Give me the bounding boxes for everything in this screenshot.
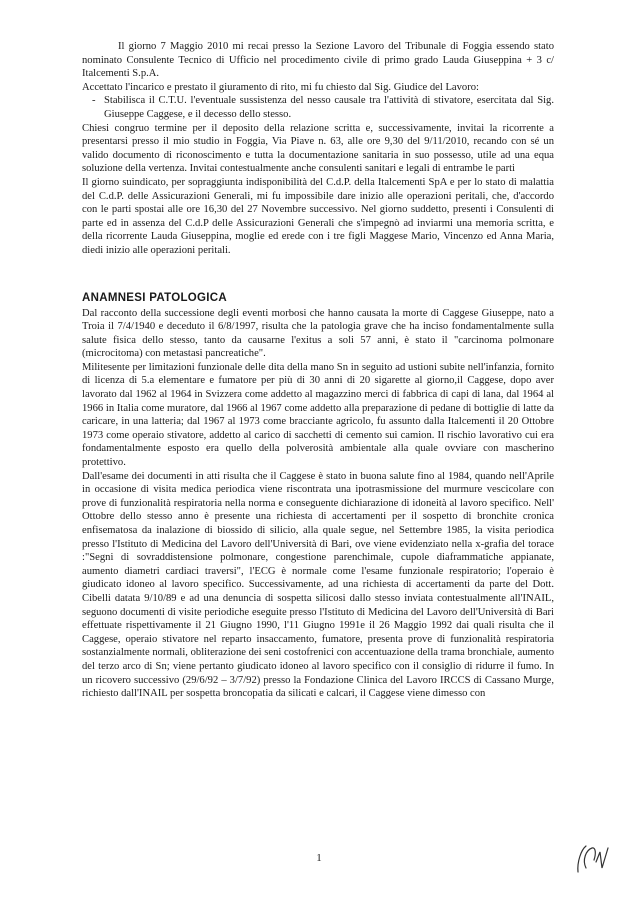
anamnesi-paragraph: Dall'esame dei documenti in atti risulta che il Caggese è stato in buona salute fino al 1984, quando nell'Aprile in occasione di visita medica periodica viene riscontrata una ipotrasmissione del murmure vescicolare con prove di funzionalità respiratoria nella norma e conseguente dichiarazione di idoneità al lavoro specifico. Nell' Ottobre dello stesso anno è presente una richiesta di accertamenti per il sospetto di bronchite cronica enfisematosa da inalazione di biossido di silicio, alla quale segue, nel Settembre 1985, la visita periodica presso l'Istituto di Medicina del Lavoro dell'Università di Bari, ove viene evidenziato nella x-grafia del torace :"Segni di sovraddistensione polmonare, congestione parenchimale, cupole diaframmatiche appianate, aumento diametri cardiaci traversi", l'ECG è normale come l'esame funzionale respiratorio; l'operaio è giudicato idoneo al lavoro specifico. Successivamente, ad una richiesta di accertamenti da parte del Dott. Cibelli datata 9/10/89 e ad una denuncia di sospetta silicosi dallo stesso inviata contestualmente all'INAIL, seguono documenti di visite periodiche eseguite presso l'Istituto di Medicina del Lavoro dell'Università di Bari effettuate rispettivamente il 21 Giugno 1990, l'11 Giugno 1991e il 26 Maggio 1992 dai quali risulta che il Caggese, operaio stivatore nel reparto insaccamento, fumatore, presenta prove di funzionalità respiratoria sostanzialmente normali, obliterazione dei seni costofrenici con accentuazione della trama bronchiale, aumento del terzo arco di Sn; viene pertanto giudicato idoneo al lavoro specifico con il consiglio di ridurre il fumo. In un ricovero successivo (29/6/92 – 3/7/92) presso la Fondazione Clinica del Lavoro IRCCS di Cassano Murge, richiesto dall'INAIL per sospetta broncopatia da silicati e calcari, il Caggese viene dimesso con <box>82 470 554 700</box>
intro-paragraph: Il giorno suindicato, per sopraggiunta indisponibilità del C.d.P. della Italcementi SpA e per lo stato di malattia del C.d.P. delle Assicurazioni Generali, mi fu impossibile dare inizio alle operazioni peritali, che, d'accordo con le parti spostai alle ore 16,30 del 27 Novembre successivo. Nel giorno suddetto, presenti i Consulenti di parte ed in assenza del C.d.P delle Assicurazioni Generali che s'impegnò ad inviarmi una memoria scritta, e della ricorrente Lauda Giuseppina, moglie ed erede con i tre figli Maggese Mario, Vincenzo ed Anna Maria, diedi inizio alle operazioni peritali. <box>82 176 554 256</box>
intro-section <box>82 40 554 258</box>
anamnesi-section <box>82 307 554 701</box>
bullet-mark: - <box>92 95 96 107</box>
intro-paragraph: Il giorno 7 Maggio 2010 mi recai presso la Sezione Lavoro del Tribunale di Foggia essendo stato nominato Consulente Tecnico di Ufficio nel procedimento civile di primo grado Lauda Giuseppina + 3 c/ Italcementi S.p.A. <box>82 41 554 80</box>
intro-paragraph: Chiesi congruo termine per il deposito della relazione scritta e, successivamente, invitai la ricorrente a presentarsi presso il mio studio in Foggia, Via Piave n. 63, alle ore 9,30 del 9/11/2010, recando con sé un valido documento di riconoscimento e tutta la documentazione sanitaria in suo possesso, utile ad una equa soluzione della vertenza. Invitai contestualmente anche consulenti sanitari e legali di entrambe le parti <box>82 122 554 175</box>
anamnesi-paragraph: Militesente per limitazioni funzionale delle dita della mano Sn in seguito ad ustioni subite nell'infanzia, fornito di licenza di 5.a elementare e fumatore per più di 30 anni di 20 sigarette al giorno,il Caggese, dopo aver lavorato dal 1962 al 1964 in Svizzera come addetto al magazzino merci di fabbrica di capi di lana, dal 1964 al 1966 in Italia come muratore, dal 1966 al 1967 come addetto alla preparazione di pedane di bottiglie di latte da caricare, in una latteria; dal 1967 al 1973 come bracciante agricolo, fu assunto dalla Italcementi il 20 Ottobre 1973 come operaio stivatore, addetto al carico di sacchetti di cemento sui camion. Il rischio lavorativo cui era fondamentalmente esposto era quello della polverosità ambientale alla quale ovviare con mascherino protettivo. <box>82 361 554 469</box>
handwritten-initials-signature <box>572 838 612 878</box>
page-number: 1 <box>316 852 322 864</box>
task-bullet-item <box>82 94 554 121</box>
task-bullet-text: Stabilisca il C.T.U. l'eventuale sussistenza del nesso causale tra l'attività di stivatore, esercitata dal Sig. Giuseppe Caggese, e il decesso dello stesso. <box>104 95 554 120</box>
intro-paragraph: Accettato l'incarico e prestato il giuramento di rito, mi fu chiesto dal Sig. Giudice del Lavoro: <box>82 81 479 93</box>
anamnesi-paragraph: Dal racconto della successione degli eventi morbosi che hanno causata la morte di Caggese Giuseppe, nato a Troia il 7/4/1940 e deceduto il 6/8/1997, risulta che la patologia grave che ha inciso fondamentalmente sulla salute fisica dello stesso, tanto da causarne l'exitus a soli 57 anni, è stato il "carcinoma polmonare (microcitoma) con metastasi pancreatiche". <box>82 307 554 360</box>
section-heading: ANAMNESI PATOLOGICA <box>82 291 227 304</box>
